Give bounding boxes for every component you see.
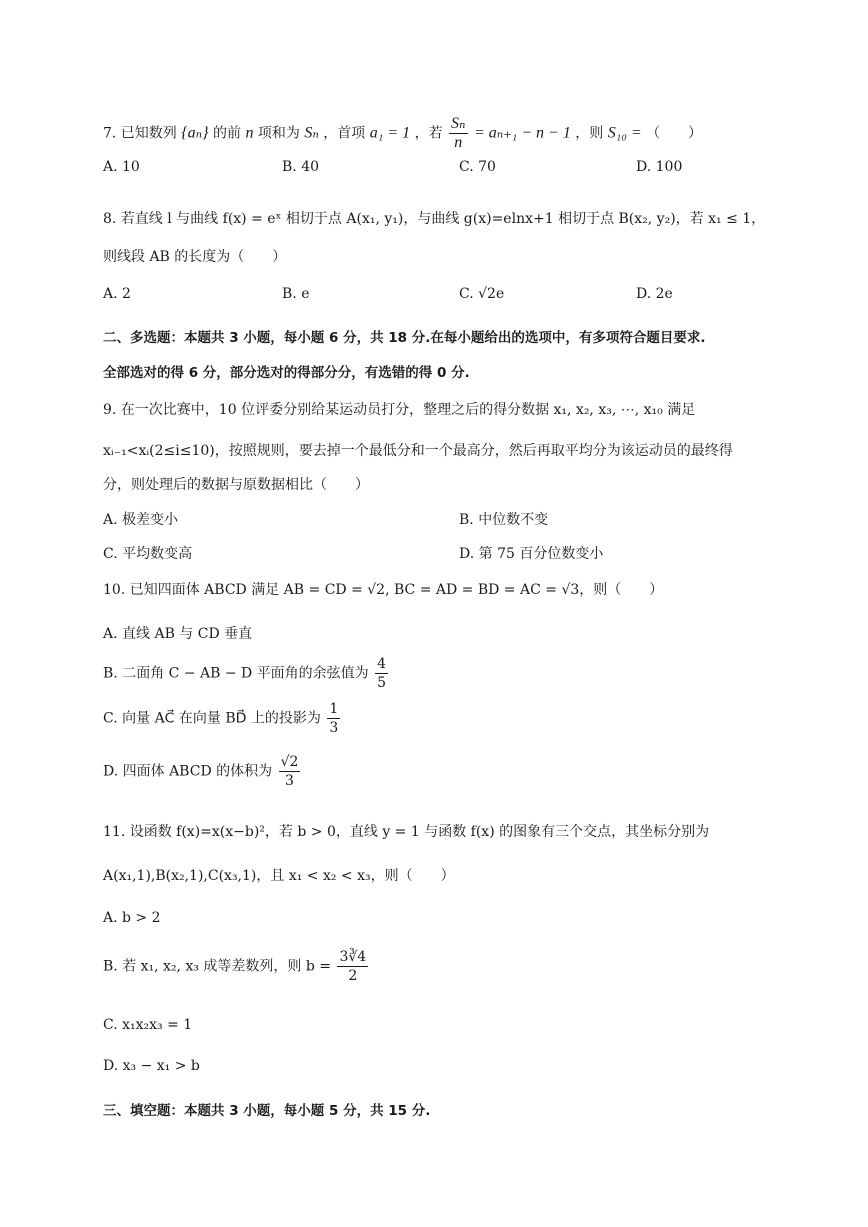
q9-stem-line3: 分，则处理后的数据与原数据相比（ ）: [103, 477, 369, 493]
fraction-denominator: 3: [329, 720, 339, 736]
q11-option-b-fraction: [337, 948, 368, 985]
fraction-numerator: √2: [280, 754, 299, 770]
q9-option-a: A. 极差变小: [103, 512, 179, 528]
q10-option-b-fraction: [375, 655, 388, 692]
q7-stem-text: 的前: [213, 125, 241, 142]
q10-stem: 10. 已知四面体 ABCD 满足 AB = CD = √2, BC = AD = BD = AC = √3，则（ ）: [103, 582, 664, 598]
q11-stem-line2: A(x₁,1),B(x₂,1),C(x₃,1)，且 x₁ < x₂ < x₃，则（ ）: [103, 868, 455, 884]
fraction-numerator: 3∛4: [339, 949, 367, 965]
q7-option-c: C. 70: [459, 159, 496, 175]
q9-option-b: B. 中位数不变: [459, 512, 549, 528]
q10-option-c-fraction: [327, 700, 340, 737]
q8-option-b: B. e: [282, 286, 310, 302]
q7-option-d: D. 100: [636, 159, 683, 175]
q9-option-c: C. 平均数变高: [103, 546, 193, 562]
q11-option-b: [103, 948, 370, 985]
q9-stem-line2: xᵢ₋₁<xᵢ(2≤i≤10)，按照规则，要去掉一个最低分和一个最高分，然后再取平均分为该运动员的最终得: [103, 443, 733, 459]
q10-option-d-text: D. 四面体 ABCD 的体积为: [103, 763, 273, 780]
q7-option-b: B. 40: [282, 159, 320, 175]
q7-stem-text: ，首项: [323, 125, 366, 142]
q10-option-a: A. 直线 AB 与 CD 垂直: [103, 626, 253, 642]
q7-fraction: [449, 115, 467, 152]
q8-option-c: C. √2e: [459, 286, 505, 302]
q7-stem-text: 7. 已知数列: [103, 125, 177, 142]
q7-s10: S₁₀ =: [607, 124, 642, 142]
q11-option-a: A. b > 2: [103, 910, 161, 926]
q7-fraction-numerator: Sₙ: [451, 115, 466, 132]
q11-stem-line1: 11. 设函数 f(x)=x(x−b)²，若 b > 0，直线 y = 1 与函数 f(x) 的图象有三个交点，其坐标分别为: [103, 824, 710, 840]
q9-option-d: D. 第 75 百分位数变小: [459, 546, 604, 562]
fraction-numerator: 1: [329, 701, 339, 717]
q8-option-d: D. 2e: [636, 286, 673, 302]
q10-option-d-fraction: [279, 753, 301, 790]
q10-option-c-text: C. 向量 AC⃗ 在向量 BD⃗ 上的投影为: [103, 710, 321, 727]
q9-stem-line1: 9. 在一次比赛中，10 位评委分别给某运动员打分，整理之后的得分数据 x₁, x₂, x₃, ⋯, x₁₀ 满足: [103, 402, 696, 418]
q7-stem-text: ，若: [414, 125, 443, 142]
q7-option-a: A. 10: [103, 159, 140, 175]
q11-option-c: C. x₁x₂x₃ = 1: [103, 1017, 193, 1033]
q8-stem-line2: 则线段 AB 的长度为（ ）: [103, 249, 287, 265]
q7-n: n: [245, 124, 254, 142]
q7-stem: [103, 115, 702, 152]
fraction-denominator: 2: [348, 968, 358, 984]
q7-sequence: {aₙ}: [181, 124, 209, 142]
q10-option-c: [103, 700, 342, 737]
fraction-numerator: 4: [377, 656, 387, 672]
q8-stem-line1: 8. 若直线 l 与曲线 f(x) = eˣ 相切于点 A(x₁, y₁)，与曲线 g(x)=elnx+1 相切于点 B(x₂, y₂)，若 x₁ ≤ 1，: [103, 211, 766, 227]
fraction-denominator: 3: [285, 773, 294, 789]
fraction-denominator: 5: [377, 675, 387, 691]
q7-stem-text: 项和为: [257, 125, 300, 142]
section2-heading-line1: 二、多选题：本题共 3 小题，每小题 6 分，共 18 分.在每小题给出的选项中，有多项符合题目要求.: [103, 330, 706, 346]
section3-heading: 三、填空题：本题共 3 小题，每小题 5 分，共 15 分.: [103, 1103, 431, 1119]
q7-sn: Sₙ: [304, 124, 319, 142]
q10-option-b: [103, 655, 390, 692]
q7-a1: a₁ = 1: [369, 124, 411, 142]
q7-fraction-denominator: n: [454, 134, 463, 151]
q8-option-a: A. 2: [103, 286, 131, 302]
q7-equation: = aₙ₊₁ − n − 1: [473, 124, 571, 142]
q7-answer-paren: （ ）: [646, 125, 703, 142]
q11-option-b-text: B. 若 x₁, x₂, x₃ 成等差数列，则 b =: [103, 958, 332, 975]
q10-option-d: [103, 753, 302, 790]
section2-heading-line2: 全部选对的得 6 分，部分选对的得部分分，有选错的得 0 分.: [103, 365, 470, 381]
q11-option-d: D. x₃ − x₁ > b: [103, 1058, 200, 1074]
q7-stem-text: ，则: [575, 125, 604, 142]
q10-option-b-text: B. 二面角 C − AB − D 平面角的余弦值为: [103, 665, 369, 682]
